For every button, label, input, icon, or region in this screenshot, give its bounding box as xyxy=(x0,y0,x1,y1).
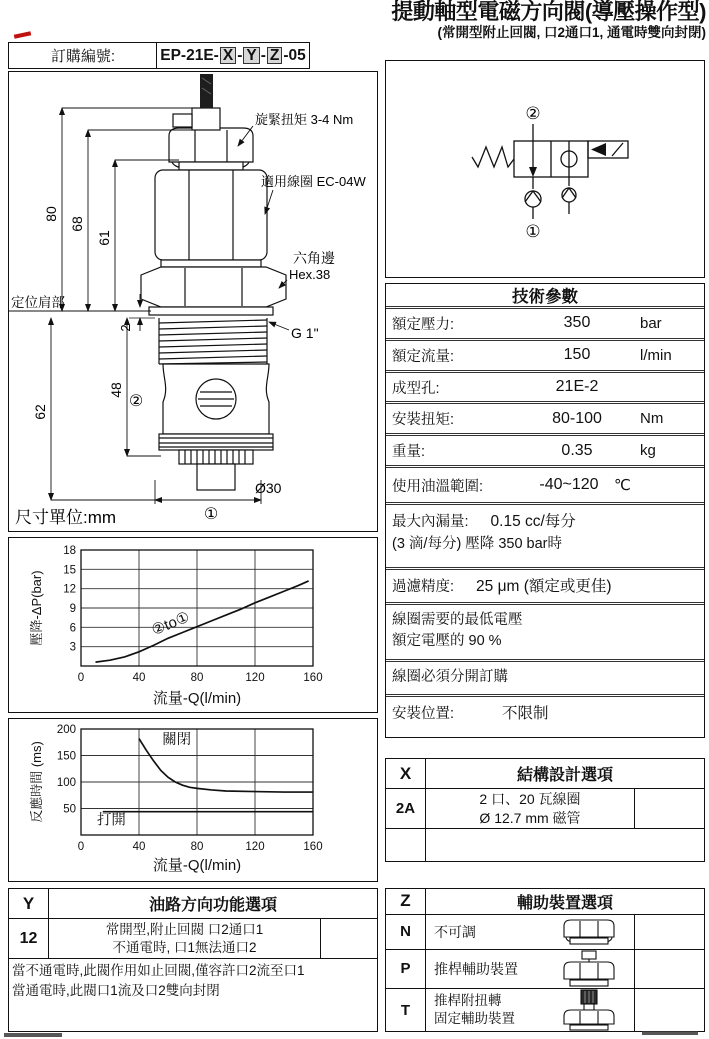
title-block xyxy=(326,0,706,40)
z-code: Z xyxy=(386,889,426,914)
shoulder-label: 定位肩部 xyxy=(11,295,65,310)
svg-text:關閉: 關閉 xyxy=(162,731,192,748)
svg-text:18: 18 xyxy=(63,545,76,557)
hydraulic-symbol-panel xyxy=(385,60,705,278)
torque-label: 旋緊扭矩 3-4 Nm xyxy=(255,112,354,127)
row-label: 重量: xyxy=(392,444,426,461)
dim-80: 80 xyxy=(43,206,59,222)
dim-2: 2 xyxy=(118,324,133,332)
y-row-line2: 不通電時, 口1無法通口2 xyxy=(112,939,257,955)
footer-print-fragment-right xyxy=(642,1031,698,1035)
z-option-table xyxy=(385,888,705,1032)
hex-nut xyxy=(141,267,286,307)
row-label: 額定壓力: xyxy=(392,316,455,333)
hydraulic-symbol-diagram xyxy=(386,61,702,275)
table-row xyxy=(386,341,704,373)
dim-dia30: Ø30 xyxy=(255,480,282,496)
svg-text:打開: 打開 xyxy=(96,812,126,829)
svg-text:40: 40 xyxy=(132,672,146,684)
symbol-port1-label: ① xyxy=(525,222,541,241)
x-code: X xyxy=(386,759,426,788)
z-row-label2: 固定輔助裝置 xyxy=(434,1011,515,1027)
response-time-chart-canvas xyxy=(9,719,377,882)
order-number-model xyxy=(156,42,310,69)
table-row xyxy=(386,915,704,950)
row-unit: l/min xyxy=(640,346,672,364)
page-title: 提動軸型電磁方向閥(導壓操作型) xyxy=(391,0,706,24)
dim-48: 48 xyxy=(108,382,124,398)
z-row-code: N xyxy=(386,915,426,949)
z-table-header xyxy=(386,889,704,915)
row-label: 過濾精度: xyxy=(392,578,455,595)
svg-text:0: 0 xyxy=(77,841,85,853)
row-value: 0.35 xyxy=(561,441,593,459)
response-time-chart xyxy=(8,718,378,882)
row-value: -40~120 xyxy=(539,476,599,494)
table-row xyxy=(386,505,704,570)
x-empty-code-cell xyxy=(386,829,426,861)
row-unit: Nm xyxy=(640,410,664,428)
row-line2: 額定電壓的 90 % xyxy=(392,633,502,650)
table-row xyxy=(386,605,704,663)
model-sep-2: - xyxy=(260,46,266,64)
pressure-drop-chart xyxy=(8,537,378,713)
red-print-mark xyxy=(14,31,31,38)
row-label: 線圈需要的最低電壓 xyxy=(392,611,523,628)
svg-text:40: 40 xyxy=(132,841,146,853)
footer-print-fragment-left xyxy=(4,1033,62,1037)
table-row xyxy=(386,697,704,737)
y-table-note xyxy=(9,959,377,1031)
svg-text:120: 120 xyxy=(245,841,265,853)
z-row-empty-cell xyxy=(634,989,704,1031)
tech-table-title: 技術參數 xyxy=(386,284,704,309)
row-value: 25 μm (額定或更佳) xyxy=(476,577,612,595)
svg-text:80: 80 xyxy=(190,672,204,684)
row-value: 150 xyxy=(563,346,591,364)
nut-icon xyxy=(544,915,634,949)
y-code: Y xyxy=(9,889,49,918)
y-table-header xyxy=(9,889,377,919)
table-row xyxy=(386,829,704,861)
row-label: 線圈必須分開訂購 xyxy=(392,669,508,686)
unit-note: 尺寸單位:mm xyxy=(15,508,117,527)
table-row xyxy=(386,662,704,697)
coil-label: 適用線圈 EC-04W xyxy=(261,174,366,189)
row-label: 最大內漏量: xyxy=(392,513,469,530)
svg-text:100: 100 xyxy=(56,777,76,789)
pressure-drop-chart-canvas xyxy=(9,538,377,715)
svg-text:3: 3 xyxy=(69,641,76,654)
table-row xyxy=(386,309,704,341)
table-row xyxy=(386,789,704,829)
table-row xyxy=(386,989,704,1031)
coil-body xyxy=(155,170,267,260)
chart-svg xyxy=(9,719,375,877)
row-unit: bar xyxy=(640,314,662,332)
z-row-label-group xyxy=(426,989,544,1031)
z-row-label: 推桿輔助裝置 xyxy=(434,960,518,977)
svg-text:反應時間 (ms): 反應時間 (ms) xyxy=(29,741,44,823)
svg-text:9: 9 xyxy=(69,603,76,615)
row-label: 額定流量: xyxy=(392,348,455,365)
x-row-code: 2A xyxy=(386,789,426,828)
coil-nut xyxy=(169,128,253,162)
x-empty-cell xyxy=(426,829,704,861)
z-row-label: 推桿附扭轉 xyxy=(434,993,502,1009)
svg-text:②to①: ②to① xyxy=(149,608,193,640)
valve-tip xyxy=(197,464,235,490)
svg-text:80: 80 xyxy=(190,841,204,853)
thread-label: G 1" xyxy=(291,325,319,341)
symbol-port2-label: ② xyxy=(525,104,541,123)
valve-drawing-panel xyxy=(8,71,378,532)
row-value: 350 xyxy=(563,314,591,332)
z-row-empty-cell xyxy=(634,915,704,949)
table-row xyxy=(386,404,704,436)
row-label: 使用油溫範圍: xyxy=(392,478,484,495)
y-row-code: 12 xyxy=(9,919,49,958)
svg-text:150: 150 xyxy=(56,750,76,763)
row-label: 安裝位置: xyxy=(392,706,455,723)
x-title: 結構設計選項 xyxy=(516,767,613,784)
model-sep-1: - xyxy=(237,46,243,64)
hex-label-en: Hex.38 xyxy=(289,267,331,282)
y-title: 油路方向功能選項 xyxy=(148,897,277,914)
table-row xyxy=(386,436,704,468)
svg-text:流量-Q(l/min): 流量-Q(l/min) xyxy=(152,690,242,707)
x-row-empty-cell xyxy=(634,789,704,828)
table-row xyxy=(386,950,704,989)
z-row-empty-cell xyxy=(634,950,704,988)
hex-label-cn: 六角邊 xyxy=(293,250,335,266)
z-row-code: T xyxy=(386,989,426,1031)
svg-text:6: 6 xyxy=(69,622,76,635)
table-row xyxy=(386,373,704,405)
x-table-header xyxy=(386,759,704,789)
page-subtitle: (常開型附止回閥, 口2通口1, 通電時雙向封閉) xyxy=(437,24,706,40)
row-value: 80-100 xyxy=(552,409,602,427)
row-line2: (3 滴/每分) 壓降 350 bar時 xyxy=(392,535,563,552)
table-row xyxy=(386,570,704,605)
valve-cross-section-drawing xyxy=(9,72,375,529)
svg-text:12: 12 xyxy=(63,583,76,596)
z-row-code: P xyxy=(386,950,426,988)
model-code-y: Y xyxy=(243,47,259,64)
y-note-line1: 當不通電時,此閥作用如止回閥,僅容許口2流至口1 xyxy=(12,963,305,978)
y-row-desc xyxy=(49,919,320,958)
row-label: 成型孔: xyxy=(392,380,440,397)
svg-text:壓降-ΔP(bar): 壓降-ΔP(bar) xyxy=(29,570,44,646)
svg-text:120: 120 xyxy=(245,672,265,684)
order-number-label: 訂購編號: xyxy=(8,42,158,69)
svg-text:15: 15 xyxy=(63,564,76,577)
svg-text:50: 50 xyxy=(63,803,76,816)
y-row-empty-cell xyxy=(320,919,377,958)
z-title: 輔助裝置選項 xyxy=(516,894,613,912)
dim-62: 62 xyxy=(32,404,48,420)
thread-section xyxy=(159,320,267,364)
x-row-line1: 2 口、20 瓦線圈 xyxy=(479,791,581,808)
model-code-z: Z xyxy=(267,47,282,64)
row-label: 安裝扭矩: xyxy=(392,412,455,429)
svg-text:200: 200 xyxy=(56,724,76,736)
port1-label: ① xyxy=(203,506,219,523)
x-row-desc xyxy=(426,789,634,828)
row-value: 0.15 cc/每分 xyxy=(490,512,576,530)
y-option-table xyxy=(8,888,378,1032)
y-note-line2: 當通電時,此閥口1流及口2雙向封閉 xyxy=(12,982,220,998)
chart-svg xyxy=(9,538,375,710)
row-unit: ℃ xyxy=(614,477,631,495)
x-option-table xyxy=(385,758,705,862)
svg-text:160: 160 xyxy=(303,841,323,853)
row-value: 不限制 xyxy=(502,705,549,723)
x-row-line2: Ø 12.7 mm 磁管 xyxy=(479,809,581,826)
model-code-x: X xyxy=(220,47,236,64)
tech-params-table xyxy=(385,283,705,738)
svg-text:流量-Q(l/min): 流量-Q(l/min) xyxy=(152,857,242,874)
row-unit: kg xyxy=(640,442,656,460)
nut-knob-icon xyxy=(544,989,634,1031)
nut-pushrod-icon xyxy=(544,950,634,988)
dim-68: 68 xyxy=(69,216,85,232)
table-row xyxy=(9,919,377,959)
port2-label: ② xyxy=(128,393,144,410)
svg-text:0: 0 xyxy=(77,672,85,684)
model-prefix: EP-21E- xyxy=(160,46,219,64)
dim-61: 61 xyxy=(96,230,112,246)
svg-text:160: 160 xyxy=(303,672,323,684)
model-suffix: -05 xyxy=(283,46,306,64)
z-row-label: 不可調 xyxy=(434,923,476,940)
connector xyxy=(192,108,220,130)
row-value: 21E-2 xyxy=(555,378,599,396)
y-row-line1: 常開型,附止回閥 口2通口1 xyxy=(105,921,264,937)
table-row xyxy=(386,468,704,505)
